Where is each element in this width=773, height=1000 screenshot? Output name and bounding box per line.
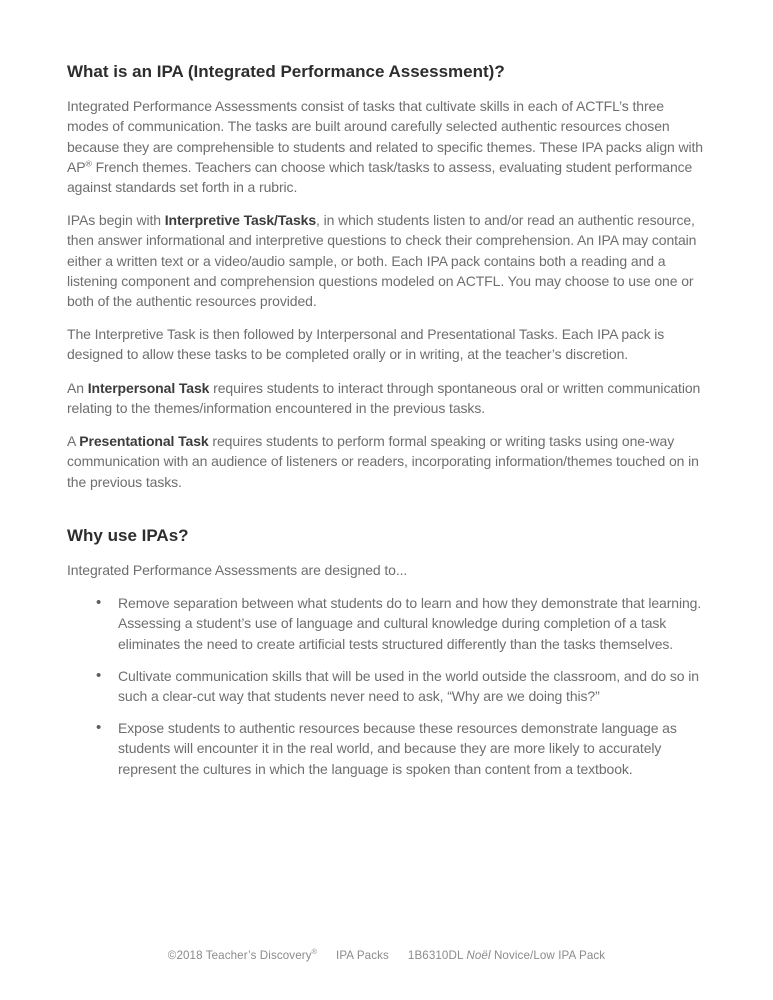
text-run: IPAs begin with xyxy=(67,212,165,229)
bullet-item xyxy=(67,666,708,706)
bullet-item xyxy=(67,593,708,654)
paragraph xyxy=(67,378,708,418)
page-footer xyxy=(0,949,773,962)
text-run: 1B6310DL xyxy=(407,949,467,962)
bold-text: Interpersonal Task xyxy=(87,379,210,396)
text-run: Cultivate communication skills that will be used in the world outside the classroom, and do so in such a clear-cut way that students never need to ask, “Why are we doing this?” xyxy=(118,667,699,704)
text-run: Remove separation between what students do to learn and how they demonstrate that learning. Assessing a student’s use of language and cultural knowledge during completion of a task eliminates the need to create artificial tests structured differently than the tasks themselves. xyxy=(118,595,702,652)
bullet-item xyxy=(67,718,708,779)
text-run: The Interpretive Task is then followed by Interpersonal and Presentational Tasks. Each IPA pack is designed to allow these tasks to be completed orally or in writing, at the teacher’s discretion. xyxy=(67,326,665,363)
paragraph xyxy=(67,96,708,197)
superscript-text: ® xyxy=(85,158,92,169)
text-run: IPA Packs xyxy=(336,949,389,962)
text-run: ©2018 Teacher’s Discovery xyxy=(167,949,312,962)
text-run: Expose students to authentic resources because these resources demonstrate language as students will encounter it in the real world, and because they are more likely to accurately represent the cultures in which the language is spoken than content from a textbook. xyxy=(118,720,677,777)
bullet-text xyxy=(118,668,699,704)
product-line-text xyxy=(336,949,389,962)
text-run: French themes. Teachers can choose which task/tasks to assess, evaluating student performance against standards set forth in a rubric. xyxy=(67,158,693,196)
bullet-icon: • xyxy=(96,666,102,684)
text-run: , in which students listen to and/or read an authentic resource, then answer informational and interpretive questions to check their comprehension. An IPA may contain either a written text or a video/audio sample, or both. Each IPA pack contains both a reading and a listening component and comprehension questions modeled on ACTFL. You may choose to use one or both of the authentic resources provided. xyxy=(67,212,697,310)
paragraph xyxy=(67,210,708,311)
superscript-text: ® xyxy=(311,947,318,957)
bold-text: Interpretive Task/Tasks xyxy=(164,212,317,229)
paragraph xyxy=(67,324,708,364)
paragraph xyxy=(67,560,708,580)
text-run: requires students to perform formal speaking or writing tasks using one-way communication with an audience of listeners or readers, incorporating information/themes touched on in the previous tasks. xyxy=(67,433,699,490)
paragraph xyxy=(67,431,708,492)
bullet-list xyxy=(67,593,708,779)
section-heading: Why use IPAs? xyxy=(67,525,189,545)
copyright-text xyxy=(168,949,317,962)
document-section xyxy=(67,525,708,779)
text-run: An xyxy=(67,379,88,396)
italic-text: Noël xyxy=(466,949,491,962)
text-run: requires students to interact through spontaneous oral or written communication relating to the themes/information encountered in the previous tasks. xyxy=(67,379,701,416)
document-content xyxy=(67,61,708,791)
text-run: A xyxy=(67,433,80,450)
bullet-text xyxy=(118,595,701,651)
bullet-icon: • xyxy=(96,594,102,612)
section-heading: What is an IPA (Integrated Performance Assessment)? xyxy=(67,62,505,81)
bullet-icon: • xyxy=(96,719,102,737)
text-run: Integrated Performance Assessments consist of tasks that cultivate skills in each of ACTFL’s three modes of communication. The tasks are built around carefully selected authentic resources chosen because they are comprehensible to students and related to specific themes. These IPA packs align with AP xyxy=(67,98,703,175)
document-section xyxy=(67,61,708,492)
text-run: Integrated Performance Assessments are designed to... xyxy=(67,561,408,578)
product-code-text xyxy=(408,949,605,962)
bold-text: Presentational Task xyxy=(79,433,209,450)
bullet-text xyxy=(118,720,677,776)
text-run: Novice/Low IPA Pack xyxy=(490,949,606,962)
